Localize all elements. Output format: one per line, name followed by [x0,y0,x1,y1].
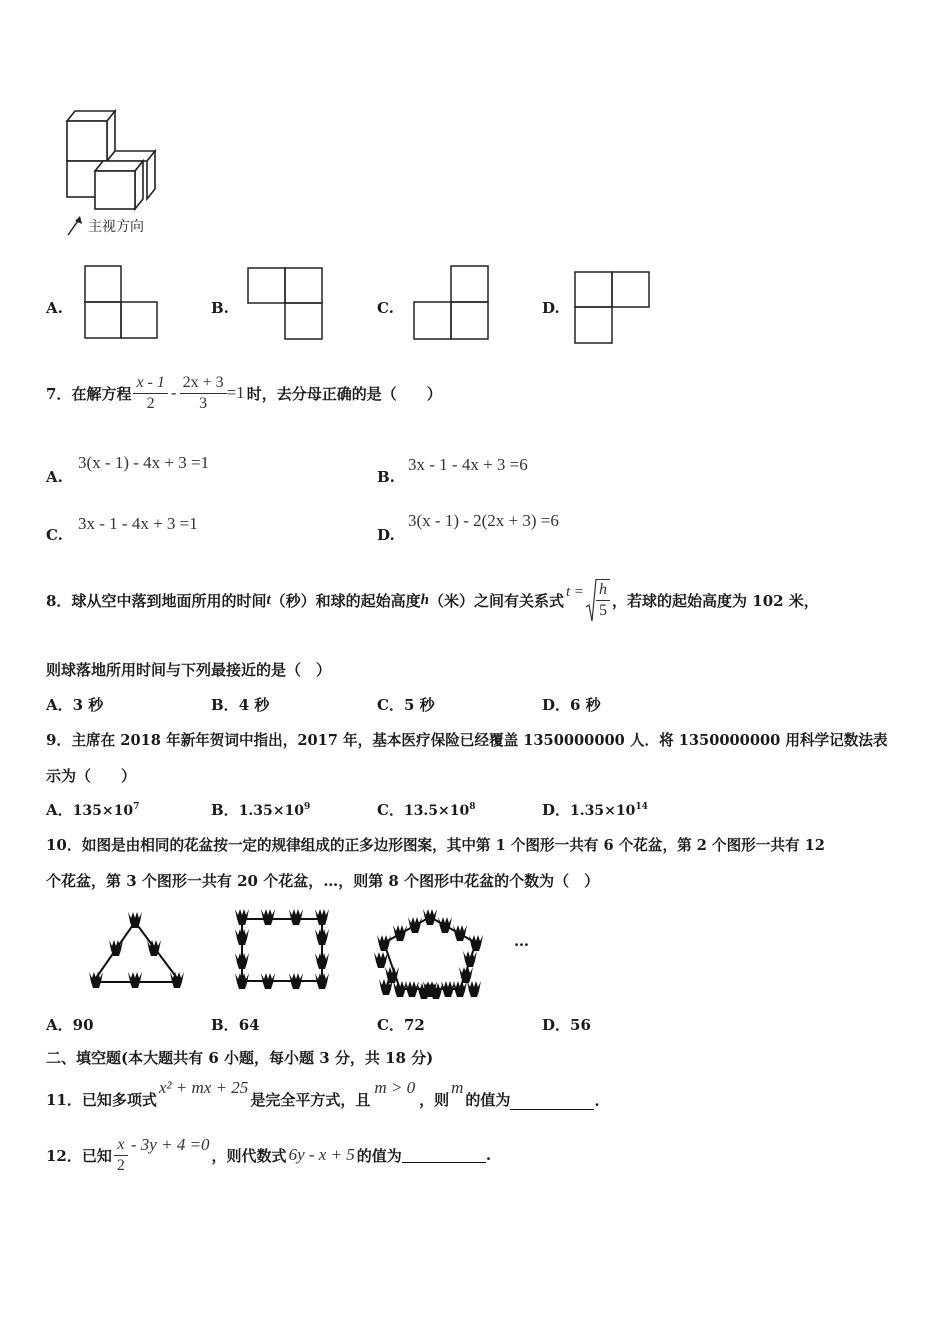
q8-option-a-label: A． [46,696,73,714]
q8-stem-line1 [46,574,819,626]
q8-option-b [211,694,269,715]
q9-option-a-exp: 7 [133,802,140,812]
q8-option-a-text: 3 秒 [72,696,104,714]
q12-eq-rest: - 3y + 4 =0 [130,1135,210,1154]
q11-end: . [594,1092,600,1110]
q10-option-c-label: C． [377,1016,404,1034]
flowerpot-icon [261,909,275,925]
q9-option-a-base: 135×10 [72,803,134,819]
flowerpot-icon [463,951,477,967]
q6-option-d-figure [573,271,651,345]
q11-var-m: m [451,1078,464,1097]
q9-option-b [211,799,310,820]
q8-stem-line2: 则球落地所用时间与下列最接近的是（ ） [46,661,332,679]
flowerpot-icon [453,981,467,997]
q9-option-b-base: 1.35×10 [238,803,304,819]
q9-option-a-label: A． [46,801,73,819]
q7-option-a-label: A. [46,468,63,486]
q11-cond: m > 0 [374,1078,416,1097]
q8-option-b-text: 4 秒 [238,696,270,714]
q9-option-d [542,799,648,820]
flowerpot-icon [438,917,452,933]
q8-radical [586,577,596,623]
q9-option-b-exp: 9 [304,802,311,812]
q8-option-c-text: 5 秒 [403,696,435,714]
q10-option-a-text: 90 [72,1016,94,1034]
q6-option-a-figure [84,265,158,341]
flowerpot-icon [405,981,419,997]
q7-text-after: 时，去分母正确的是（ ） [246,384,442,403]
q11-stem [46,1074,600,1110]
q7-number: 7． [46,384,72,403]
flowerpot-icon [408,917,422,933]
flowerpot-icon [453,925,467,941]
q7-frac2-num: 2x + 3 [182,373,224,391]
q7-option-c-label: C. [46,526,63,544]
q12-frac-den: 2 [114,1155,128,1176]
q8-formula [566,577,610,623]
q6-option-a-label: A. [46,299,63,317]
q8-formula-num: h [599,581,608,598]
q10-option-d-label: D． [542,1016,571,1034]
q7-option-c-expr: 3x - 1 - 4x + 3 =1 [78,514,198,533]
flowerpot-icon [374,952,388,968]
q8-var-h: h [420,591,429,608]
q9-number: 9． [46,731,72,749]
q7-eq-rhs: =1 [226,383,245,402]
flowerpot-icon [441,981,455,997]
q8-option-c [377,694,435,715]
q8-formula-t: t = [566,583,585,600]
q10-option-d-text: 56 [570,1016,591,1034]
q10-option-b-label: B． [211,1016,239,1034]
q9-option-c-label: C． [377,801,404,819]
q11-answer-blank[interactable] [510,1095,594,1110]
q9-stem-line1 [46,729,888,750]
q10-number: 10． [46,836,82,854]
q9-option-a [46,799,139,820]
q9-stem-line2: 示为（ ） [46,767,137,785]
q7-text-before: 在解方程 [71,384,132,403]
q7-option-d-expr: 3(x - 1) - 2(2x + 3) =6 [408,511,559,530]
q8-option-a [46,694,103,715]
q12-text-a: 已知 [81,1146,112,1165]
q9-line1: 主席在 2018 年新年贺词中指出，2017 年，基本医疗保险已经覆盖 1350000000 人．将 1350000000 用科学记数法表 [71,732,888,749]
flowerpot-icon [170,972,184,988]
flowerpot-icon [289,973,303,989]
flowerpot-triangle-figure [82,908,192,994]
q8-number: 8． [46,591,72,610]
flowerpot-icon [89,972,103,988]
q12-end: . [485,1146,492,1164]
q10-line1: 如图是由相同的花盆按一定的规律组成的正多边形图案，其中第 1 个图形一共有 6 个花盆，第 2 个图形一共有 12 [81,837,825,854]
q10-option-a-label: A． [46,1016,73,1034]
q11-text-a: 已知多项式 [81,1091,157,1109]
q7-frac1-num: x - 1 [136,373,165,391]
q6-option-b-figure [247,267,323,341]
q10-option-a [46,1014,94,1035]
q9-option-b-label: B． [211,801,239,819]
flowerpot-icon [423,909,437,925]
q10-figure-ellipsis: … [514,932,529,950]
q6-option-b-label: B. [211,299,229,317]
q8-option-b-label: B． [211,696,239,714]
flowerpot-icon [315,909,329,925]
q11-text-d: 的值为 [465,1091,511,1109]
q11-text-c: ，则 [419,1091,450,1109]
flowerpot-square-figure [230,905,336,997]
view-direction-caption: 主视方向 [88,219,144,235]
q10-option-c-text: 72 [403,1016,425,1034]
q9-option-c [377,799,476,820]
q9-option-c-base: 13.5×10 [403,803,470,819]
q8-option-d-label: D． [542,696,571,714]
q12-text-b: ，则代数式 [211,1146,287,1165]
q6-option-d-label: D. [542,299,560,317]
q12-stem [46,1132,491,1178]
q7-frac1-den: 2 [133,393,167,414]
q8-text-a: 球从空中落到地面所用的时间 [71,591,267,610]
q8-option-d-text: 6 秒 [570,696,601,714]
flowerpot-icon [469,935,483,951]
q7-frac2-den: 3 [180,393,227,414]
q9-option-d-label: D． [542,801,571,819]
q12-expr: 6y - x + 5 [288,1145,355,1164]
q6-option-c-label: C. [377,299,394,317]
q9-option-c-exp: 8 [469,802,476,812]
q12-text-c: 的值为 [356,1146,402,1165]
flowerpot-icon [235,909,249,925]
q11-number: 11． [46,1091,82,1109]
q7-eq-minus: - [170,383,177,402]
q8-option-c-label: C． [377,696,404,714]
flowerpot-icon [128,912,142,928]
q12-frac-num: x [117,1135,125,1153]
q12-equation [114,1135,210,1176]
flowerpot-pentagon-figure [372,905,490,1001]
q7-option-b-label: B. [377,468,395,486]
q10-option-d [542,1014,591,1035]
q10-option-b-text: 64 [238,1016,260,1034]
q8-text-c: （米）之间有关系式 [428,591,564,610]
flowerpot-icon [128,972,142,988]
q9-option-d-base: 1.35×10 [570,803,636,819]
q7-option-b-expr: 3x - 1 - 4x + 3 =6 [408,455,528,474]
q7-option-d-label: D. [377,526,395,544]
section-2-title: 二、填空题(本大题共有 6 小题，每小题 3 分，共 18 分) [46,1049,434,1067]
q10-option-b [211,1014,260,1035]
q11-poly: x² + mx + 25 [158,1078,249,1097]
q11-text-b: 是完全平方式，且 [250,1091,371,1109]
q7-stem [46,370,442,416]
q10-option-c [377,1014,425,1035]
q9-option-d-exp: 14 [635,802,648,812]
flowerpot-icon [377,935,391,951]
q8-var-t: t [266,591,271,608]
q10-stem-line1 [46,834,825,855]
q12-answer-blank[interactable] [402,1148,486,1163]
flowerpot-icon [393,925,407,941]
q7-equation [133,373,244,414]
q12-number: 12． [46,1146,82,1165]
q8-text-d: ，若球的起始高度为 102 米， [612,591,819,610]
q7-option-a-expr: 3(x - 1) - 4x + 3 =1 [78,453,210,472]
flowerpot-icon [467,981,481,997]
q10-stem-line2: 个花盆，第 3 个图形一共有 20 个花盆，…，则第 8 个图形中花盆的个数为（ ） [46,872,600,890]
q8-option-d [542,694,601,715]
q8-formula-den: 5 [596,600,610,621]
flowerpot-icon [289,909,303,925]
flowerpot-icon [393,981,407,997]
flowerpot-icon [261,973,275,989]
q6-option-c-figure [412,265,490,341]
q8-text-b: （秒）和球的起始高度 [270,591,421,610]
